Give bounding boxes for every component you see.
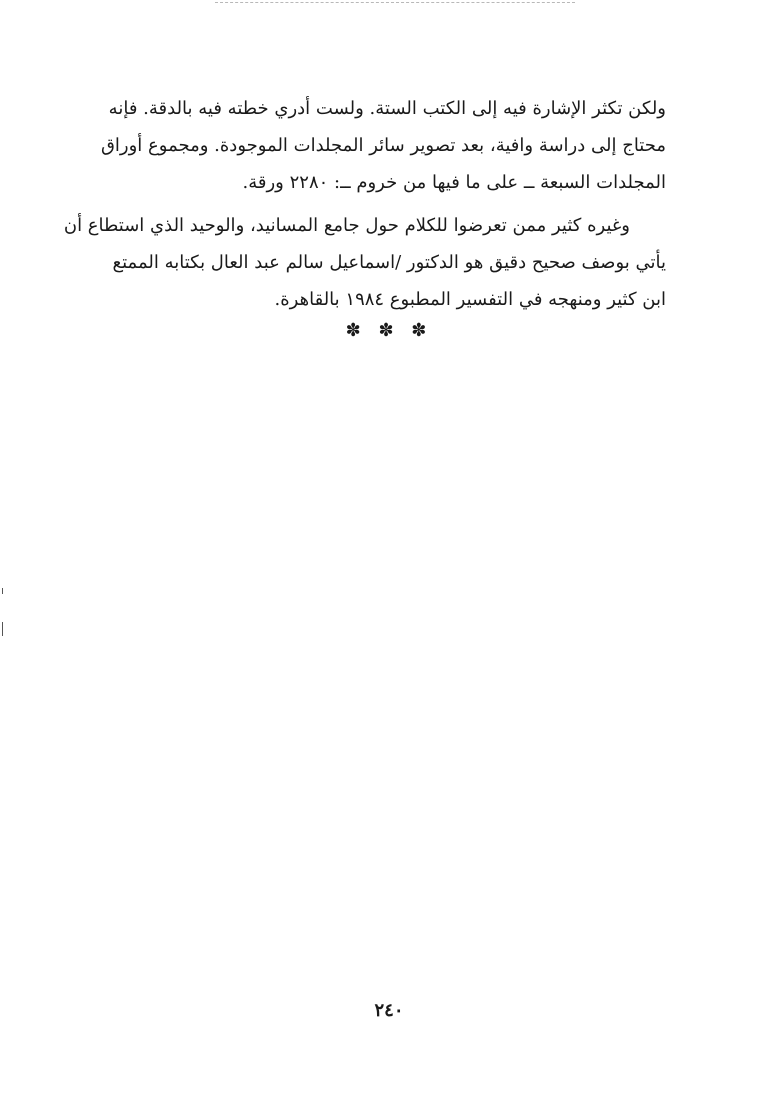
paragraph-1 (100, 90, 666, 201)
paragraph-2-line-1: وغيره كثير ممن تعرضوا للكلام حول جامع المسانيد، والوحيد الذي استطاع أن (63, 215, 630, 236)
paragraph-2-line-3: ابن كثير ومنهجه في التفسير المطبوع ١٩٨٤ بالقاهرة. (274, 289, 666, 310)
page-number: ٢٤٠ (374, 1000, 404, 1021)
scan-edge-mark (2, 588, 3, 594)
paragraph-1-line-2: محتاج إلى دراسة وافية، بعد تصوير سائر المجلدات الموجودة. ومجموع أوراق (100, 135, 666, 156)
section-separator: ✽ ✽ ✽ (345, 320, 433, 341)
paragraph-1-line-3: المجلدات السبعة ــ على ما فيها من خروم ــ: ٢٢٨٠ ورقة. (242, 172, 666, 193)
paragraph-2 (63, 207, 666, 318)
top-border-rule (215, 2, 575, 3)
paragraph-1-line-1: ولكن تكثر الإشارة فيه إلى الكتب الستة. ولست أدري خطته فيه بالدقة. فإنه (108, 98, 666, 119)
paragraph-2-line-2: يأتي بوصف صحيح دقيق هو الدكتور /اسماعيل سالم عبد العال بكتابه الممتع (112, 252, 666, 273)
scan-edge-mark (2, 622, 3, 636)
